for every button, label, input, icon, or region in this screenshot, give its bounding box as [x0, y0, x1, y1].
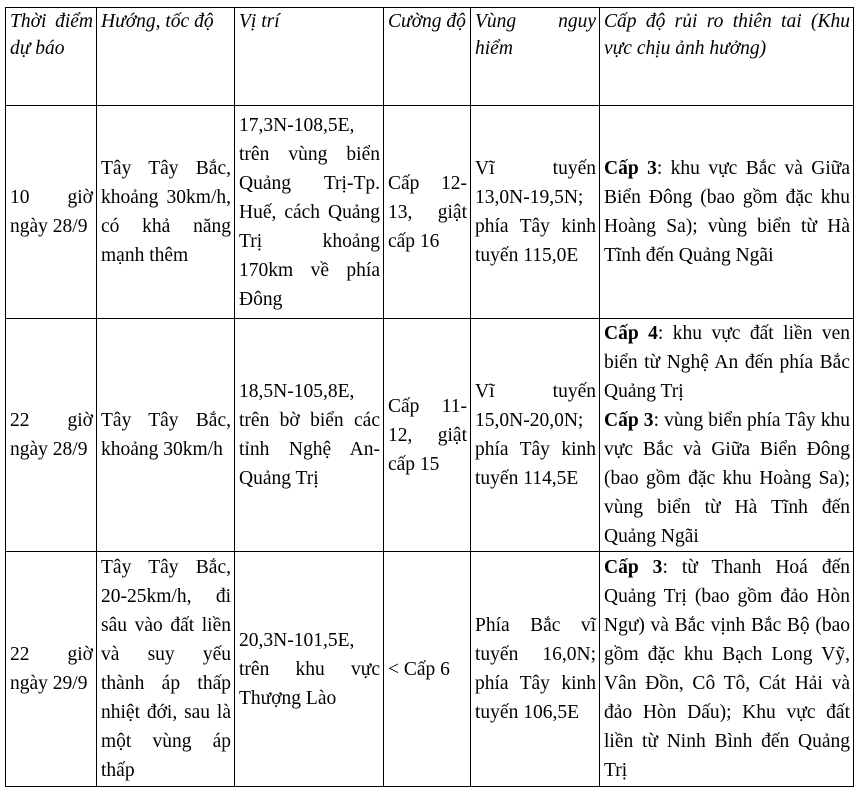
cell-intensity: Cấp 11-12, giật cấp 15	[384, 319, 471, 552]
cell-danger-zone: Phía Bắc vĩ tuyến 16,0N; phía Tây kinh tuyến 106,5E	[471, 552, 600, 787]
risk-text: : khu vực đất liền ven biển từ Nghệ An đến phía Bắc Quảng Trị	[604, 323, 850, 402]
table-row	[6, 106, 854, 319]
cell-position: 20,3N-101,5E, trên khu vực Thượng Lào	[235, 552, 384, 787]
risk-level: Cấp 4	[604, 323, 658, 344]
risk-level: Cấp 3	[604, 158, 657, 179]
table-row	[6, 319, 854, 552]
cell-risk	[600, 106, 854, 319]
risk-level: Cấp 3	[604, 410, 654, 431]
table-header-row	[6, 8, 854, 106]
cell-danger-zone: Vĩ tuyến 15,0N-20,0N; phía Tây kinh tuyến 114,5E	[471, 319, 600, 552]
risk-text: : vùng biển phía Tây khu vực Bắc và Giữa Biển Đông (bao gồm đặc khu Hoàng Sa); vùng biển từ Hà Tĩnh đến Quảng Ngãi	[604, 410, 850, 547]
risk-level: Cấp 3	[604, 557, 663, 578]
cell-time: 22 giờ ngày 28/9	[6, 319, 97, 552]
cell-time: 22 giờ ngày 29/9	[6, 552, 97, 787]
cell-intensity: Cấp 12-13, giật cấp 16	[384, 106, 471, 319]
header-danger-zone: Vùng nguy hiểm	[471, 8, 600, 106]
cell-position: 18,5N-105,8E, trên bờ biển các tỉnh Nghệ An-Quảng Trị	[235, 319, 384, 552]
header-position: Vị trí	[235, 8, 384, 106]
header-intensity: Cường độ	[384, 8, 471, 106]
cell-risk	[600, 552, 854, 787]
risk-text: : từ Thanh Hoá đến Quảng Trị (bao gồm đảo Hòn Ngư) và Bắc vịnh Bắc Bộ (bao gồm đặc khu Bạch Long Vỹ, Vân Đồn, Cô Tô, Cát Hải và đảo Hòn Dấu); Khu vực đất liền từ Ninh Bình đến Quảng Trị	[604, 557, 850, 781]
cell-risk	[600, 319, 854, 552]
header-risk: Cấp độ rủi ro thiên tai (Khu vực chịu ảnh hưởng)	[600, 8, 854, 106]
cell-time: 10 giờ ngày 28/9	[6, 106, 97, 319]
cell-direction: Tây Tây Bắc, 20-25km/h, đi sâu vào đất liền và suy yếu thành áp thấp nhiệt đới, sau là một vùng áp thấp	[97, 552, 235, 787]
cell-position: 17,3N-108,5E, trên vùng biển Quảng Trị-Tp. Huế, cách Quảng Trị khoảng 170km về phía Đông	[235, 106, 384, 319]
header-time: Thời điểm dự báo	[6, 8, 97, 106]
cell-direction: Tây Tây Bắc, khoảng 30km/h, có khả năng mạnh thêm	[97, 106, 235, 319]
cell-danger-zone: Vĩ tuyến 13,0N-19,5N; phía Tây kinh tuyến 115,0E	[471, 106, 600, 319]
cell-intensity: < Cấp 6	[384, 552, 471, 787]
header-direction: Hướng, tốc độ	[97, 8, 235, 106]
cell-direction: Tây Tây Bắc, khoảng 30km/h	[97, 319, 235, 552]
forecast-table	[5, 7, 854, 787]
table-row	[6, 552, 854, 787]
risk-text: : khu vực Bắc và Giữa Biển Đông (bao gồm đặc khu Hoàng Sa); vùng biển từ Hà Tĩnh đến Quảng Ngãi	[604, 158, 850, 266]
